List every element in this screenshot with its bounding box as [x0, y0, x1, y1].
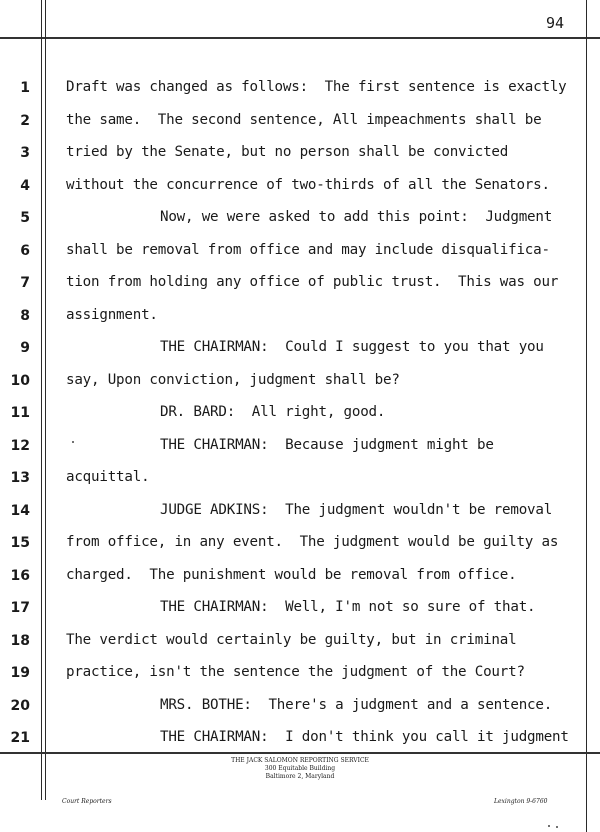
footer-reporting-service: [180, 757, 420, 781]
line-number: 8: [20, 308, 30, 324]
transcript-line: THE CHAIRMAN: Well, I'm not so sure of that.: [160, 599, 536, 615]
footer-address-line1: 300 Equitable Building: [264, 765, 336, 772]
line-number: 11: [10, 405, 30, 421]
line-number: 9: [20, 340, 30, 356]
transcript-line: the same. The second sentence, All impeachments shall be: [66, 112, 542, 128]
line-number: 7: [20, 275, 30, 291]
transcript-line: charged. The punishment would be removal from office.: [66, 567, 517, 583]
transcript-line: from office, in any event. The judgment would be guilty as: [66, 534, 559, 550]
right-margin-line: [586, 0, 587, 832]
line-number: 21: [10, 730, 30, 746]
line-number: 3: [20, 145, 30, 161]
stray-mark: [548, 825, 550, 827]
footer-left-label: Court Reporters: [62, 798, 112, 805]
line-number: 15: [10, 535, 30, 551]
line-number: 14: [10, 503, 30, 519]
transcript-line: without the concurrence of two-thirds of all the Senators.: [66, 177, 550, 193]
line-number: 20: [10, 698, 30, 714]
line-number: 6: [20, 243, 30, 259]
footer-right-label: Lexington 9-6760: [494, 798, 548, 805]
line-number: 12: [10, 438, 30, 454]
line-number: 4: [20, 178, 30, 194]
line-number: 5: [20, 210, 30, 226]
transcript-line: tion from holding any office of public trust. This was our: [66, 274, 559, 290]
transcript-line: THE CHAIRMAN: Because judgment might be: [160, 437, 494, 453]
bottom-rule: [0, 752, 600, 754]
transcript-line: practice, isn't the sentence the judgment of the Court?: [66, 664, 525, 680]
transcript-line: DR. BARD: All right, good.: [160, 404, 386, 420]
transcript-line: THE CHAIRMAN: Could I suggest to you that you: [160, 339, 544, 355]
transcript-line: say, Upon conviction, judgment shall be?: [66, 372, 400, 388]
line-number: 10: [10, 373, 30, 389]
line-number: 2: [20, 113, 30, 129]
transcript-line: Now, we were asked to add this point: Judgment: [160, 209, 553, 225]
line-number: 17: [10, 600, 30, 616]
page-number: 94: [546, 14, 565, 32]
line-number: 16: [10, 568, 30, 584]
top-rule: [0, 37, 600, 39]
left-margin-line: [41, 0, 42, 800]
stray-mark: [556, 826, 558, 828]
line-number: 18: [10, 633, 30, 649]
footer-address-line2: Baltimore 2, Maryland: [265, 773, 335, 780]
transcript-line: THE CHAIRMAN: I don't think you call it judgment: [160, 729, 569, 745]
line-number: 13: [10, 470, 30, 486]
transcript-line: JUDGE ADKINS: The judgment wouldn't be removal: [160, 502, 553, 518]
line-number: 19: [10, 665, 30, 681]
transcript-line: assignment.: [66, 307, 158, 323]
line-number: 1: [20, 80, 30, 96]
transcript-line: tried by the Senate, but no person shall be convicted: [66, 144, 509, 160]
transcript-line: shall be removal from office and may include disqualifica-: [66, 242, 550, 258]
transcript-line: acquittal.: [66, 469, 150, 485]
transcript-line: The verdict would certainly be guilty, but in criminal: [66, 632, 517, 648]
transcript-line: MRS. BOTHE: There's a judgment and a sentence.: [160, 697, 553, 713]
footer-service-name: THE JACK SALOMON REPORTING SERVICE: [231, 757, 369, 764]
transcript-line: Draft was changed as follows: The first sentence is exactly: [66, 79, 567, 95]
stray-mark: [72, 441, 74, 443]
left-margin-line-inner: [45, 0, 46, 800]
